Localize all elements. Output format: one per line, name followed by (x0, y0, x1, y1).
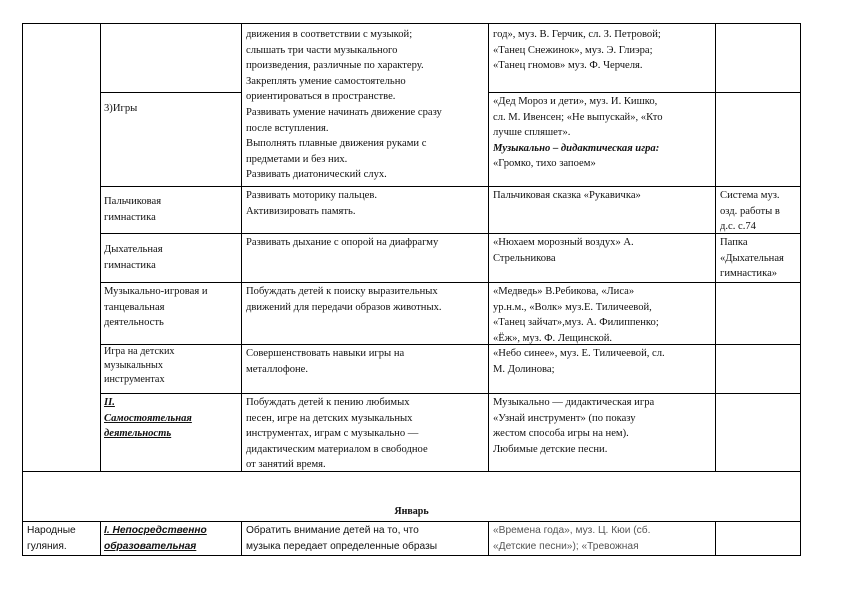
text-line: гуляния. (27, 540, 67, 552)
text-line: год», муз. В. Герчик, сл. З. Петровой; (493, 29, 661, 40)
text-line: движений для передачи образов животных. (246, 301, 442, 313)
text-line: «Ёж», муз. Ф. Лещинской. (493, 332, 613, 344)
text-line: Игра на детских (104, 346, 175, 357)
section-title: деятельность (104, 428, 172, 440)
hline (22, 555, 801, 556)
breathing-gymnastics-goals: Развивать дыхание с опорой на диафрагму (246, 237, 439, 248)
text-line: от занятий время. (246, 459, 326, 471)
text-line: д.с. с.74 (720, 221, 756, 233)
text-line: музыкальных (104, 360, 163, 372)
text-line: инструментах, играм с музыкально — (246, 428, 419, 440)
vline (800, 23, 801, 556)
independent-activity-repertoire (493, 395, 713, 457)
text-line: музыка передает определенные образы (246, 540, 438, 552)
hline (100, 233, 801, 234)
finger-gymnastics-source (720, 188, 800, 235)
hline (22, 521, 801, 522)
section-title: Самостоятельная (104, 412, 192, 424)
didactic-game-heading: Музыкально – дидактическая игра: (493, 142, 660, 154)
dances-repertoire (493, 27, 713, 74)
text-line: Любимые детские песни. (493, 443, 608, 455)
text-line: М. Долинова; (493, 363, 555, 375)
hline (100, 186, 801, 187)
text-line: Дыхательная (104, 244, 163, 255)
text-line: Стрельникова (493, 252, 556, 264)
breathing-gymnastics-label (104, 242, 239, 273)
text-line: дидактическим материалом в свободное (246, 443, 428, 455)
instruments-goals (246, 346, 486, 377)
text-line: «Узнай инструмент» (по показу (493, 412, 636, 424)
text-line: Народные (27, 525, 76, 536)
text-line: деятельность (104, 317, 164, 329)
text-line: Система муз. (720, 190, 780, 201)
text-line: Развивать диатонический слух. (246, 169, 387, 181)
text-line: слышать три части музыкального (246, 44, 398, 56)
hline (100, 393, 801, 394)
vline (715, 23, 716, 472)
text-line: металлофоне. (246, 363, 309, 375)
games-label: 3)Игры (104, 103, 138, 114)
games-repertoire (493, 94, 713, 172)
vline (22, 23, 23, 556)
text-line: «Дыхательная (720, 252, 784, 264)
text-line: жестом способа игры на нем). (493, 428, 629, 440)
text-line: Закреплять умение самостоятельно (246, 75, 406, 87)
text-line: «Детские песни»); «Тревожная (493, 540, 639, 552)
text-line: гимнастика (104, 211, 156, 223)
text-line: Пальчиковая (104, 196, 162, 207)
hline (100, 92, 241, 93)
dance-activity-label (104, 284, 239, 331)
text-line: Папка (720, 237, 748, 248)
festivities-label (27, 523, 99, 554)
games-goals (246, 27, 486, 183)
instruments-repertoire (493, 346, 713, 377)
text-line: движения в соответствии с музыкой; (246, 29, 413, 40)
text-line: Активизировать память. (246, 205, 356, 217)
text-line: после вступления. (246, 122, 329, 134)
instruments-label (104, 345, 239, 388)
january-goals (246, 523, 486, 554)
text-line: озд. работы в (720, 205, 780, 217)
breathing-gymnastics-source (720, 235, 800, 282)
finger-gymnastics-label (104, 194, 239, 225)
text-line: «Громко, тихо запоем» (493, 158, 596, 170)
text-line: Развивать моторику пальцев. (246, 190, 378, 201)
section-number: II. (104, 397, 115, 408)
text-line: Побуждать детей к пению любимых (246, 397, 410, 408)
independent-activity-goals (246, 395, 486, 473)
section-title: I. Непосредственно (104, 525, 207, 536)
text-line: «Танец Снежинок», муз. Э. Глиэра; (493, 44, 653, 56)
text-line: «Времена года», муз. Ц. Кюи (сб. (493, 525, 651, 536)
text-line: произведения, различные по характеру. (246, 60, 424, 72)
january-repertoire (493, 523, 713, 554)
vline (100, 23, 101, 472)
text-line: «Танец зайчат»,муз. А. Филиппенко; (493, 317, 659, 329)
direct-education-label (104, 523, 239, 554)
text-line: «Танец гномов» муз. Ф. Черчеля. (493, 60, 643, 72)
text-line: гимнастика» (720, 268, 778, 280)
text-line: предметами и без них. (246, 153, 348, 165)
text-line: гимнастика (104, 259, 156, 271)
text-line: сл. М. Ивенсен; «Не выпускай», «Кто (493, 111, 663, 123)
hline (22, 23, 801, 24)
finger-gymnastics-goals (246, 188, 486, 219)
text-line: «Дед Мороз и дети», муз. И. Кишко, (493, 96, 658, 107)
text-line: Совершенствовать навыки игры на (246, 348, 405, 359)
vline (715, 521, 716, 556)
text-line: «Небо синее», муз. Е. Тиличеевой, сл. (493, 348, 665, 359)
finger-gymnastics-repertoire: Пальчиковая сказка «Рукавичка» (493, 190, 641, 201)
vline (241, 521, 242, 556)
hline (488, 92, 801, 93)
text-line: Обратить внимание детей на то, что (246, 525, 419, 536)
vline (488, 521, 489, 556)
text-line: «Нюхаем морозный воздух» А. (493, 237, 634, 248)
vline (488, 23, 489, 472)
text-line: ур.н.м., «Волк» муз.Е. Тиличеевой, (493, 301, 652, 313)
month-heading: Январь (394, 506, 429, 517)
text-line: «Медведь» В.Ребикова, «Лиса» (493, 286, 635, 297)
dance-activity-goals (246, 284, 486, 315)
vline (241, 23, 242, 472)
text-line: Выполнять плавные движения руками с (246, 138, 427, 150)
text-line: ориентироваться в пространстве. (246, 91, 396, 103)
text-line: Развивать умение начинать движение сразу (246, 106, 442, 118)
dance-activity-repertoire (493, 284, 713, 346)
vline (100, 521, 101, 556)
text-line: лучше спляшет». (493, 127, 571, 139)
text-line: Побуждать детей к поиску выразительных (246, 286, 438, 297)
independent-activity-label (104, 395, 239, 442)
section-title: образовательная (104, 540, 197, 552)
breathing-gymnastics-repertoire (493, 235, 713, 266)
hline (100, 282, 801, 283)
text-line: танцевальная (104, 301, 165, 313)
text-line: песен, игре на детских музыкальных (246, 412, 413, 424)
text-line: Музыкально-игровая и (104, 286, 208, 297)
text-line: инструментах (104, 374, 165, 386)
text-line: Музыкально — дидактическая игра (493, 397, 655, 408)
